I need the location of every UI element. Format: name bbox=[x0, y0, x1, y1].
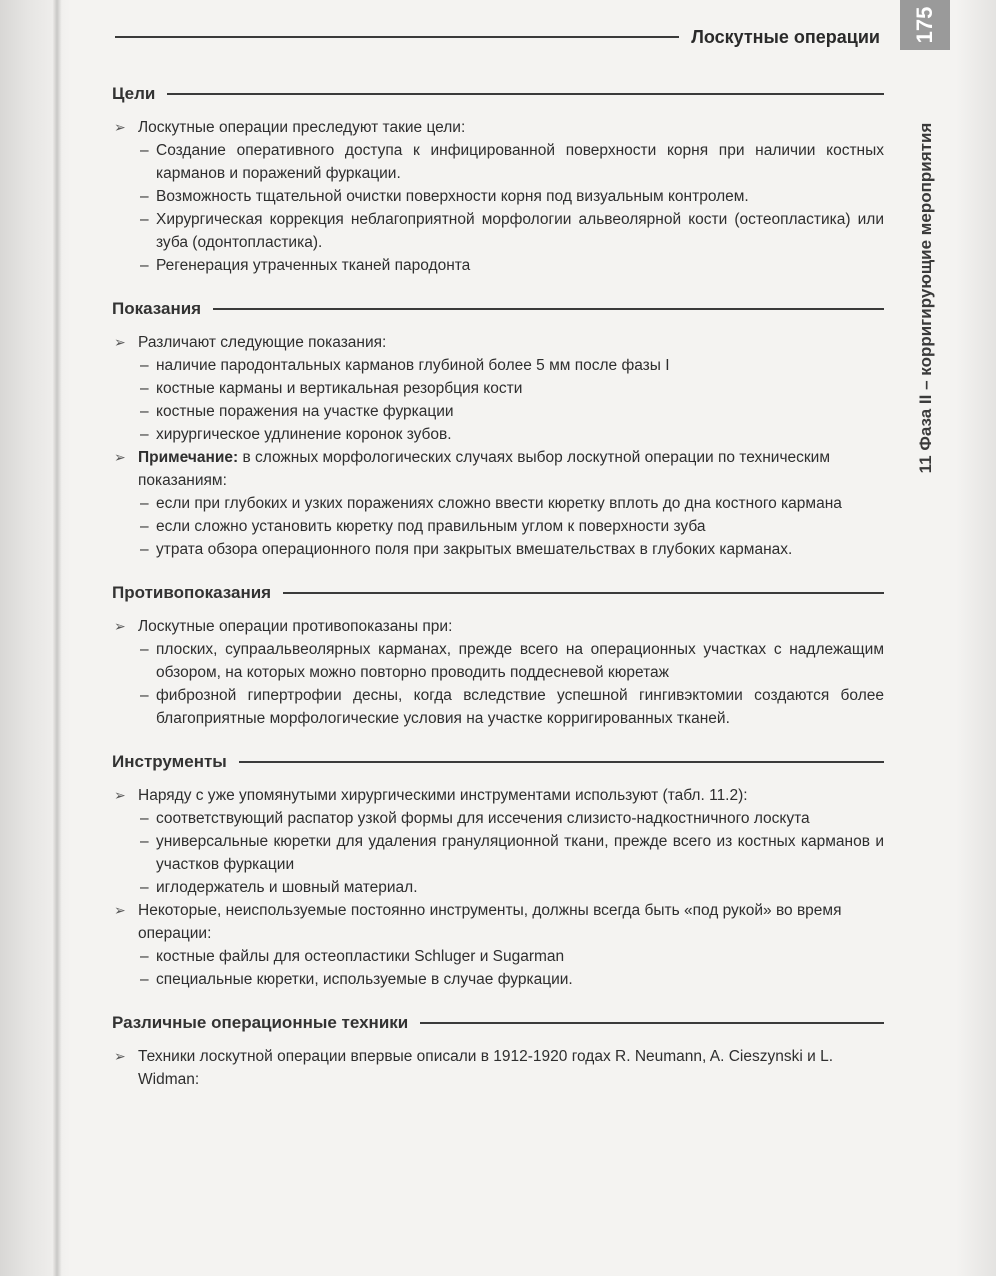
sub-item: – специальные кюретки, используемые в случае фуркации. bbox=[140, 971, 573, 988]
section-rule bbox=[283, 592, 884, 594]
bullet-item bbox=[112, 116, 884, 139]
sub-item: – плоских, супраальвеолярных карманах, прежде всего на операционных участках с надлежащим обзором, на которых можно повторно проводить поддесневой кюретаж bbox=[140, 641, 884, 681]
arrow-bullet-icon: ➢ bbox=[114, 449, 126, 465]
sub-item-text: Хирургическая коррекция неблагоприятной морфологии альвеолярной кости (остеопластика) или зуба (одонтопластика). bbox=[156, 211, 884, 251]
sub-item: – хирургическое удлинение коронок зубов. bbox=[140, 426, 452, 443]
sub-item: – Создание оперативного доступа к инфицированной поверхности корня при наличии костных карманов и поражений фуркации. bbox=[140, 142, 884, 182]
sub-item: – Возможность тщательной очистки поверхности корня под визуальным контролем. bbox=[140, 188, 749, 205]
bullet-text: Лоскутные операции преследуют такие цели: bbox=[138, 119, 466, 136]
arrow-bullet-icon: ➢ bbox=[114, 334, 126, 350]
header-rule bbox=[115, 36, 679, 38]
sub-item: – наличие пародонтальных карманов глубиной более 5 мм после фазы I bbox=[140, 357, 670, 374]
bullet-item bbox=[112, 784, 884, 807]
sub-item-text: костные файлы для остеопластики Schluger и Sugarman bbox=[156, 948, 565, 965]
arrow-bullet-icon: ➢ bbox=[114, 787, 126, 803]
section-heading-label: Различные операционные техники bbox=[112, 1013, 409, 1032]
bullet-text: Лоскутные операции противопоказаны при: bbox=[138, 618, 453, 635]
page-number: 175 bbox=[912, 6, 937, 44]
section-instruments bbox=[112, 748, 884, 991]
bullet-item bbox=[112, 331, 884, 354]
section-rule bbox=[213, 308, 884, 310]
note-text: в сложных морфологических случаях выбор лоскутной операции по техническим показаниям: bbox=[138, 449, 830, 489]
section-indications bbox=[112, 295, 884, 561]
sub-item-text: наличие пародонтальных карманов глубиной более 5 мм после фазы I bbox=[156, 357, 670, 374]
arrow-bullet-icon: ➢ bbox=[114, 902, 126, 918]
arrow-bullet-icon: ➢ bbox=[114, 1048, 126, 1064]
sub-item: – универсальные кюретки для удаления грануляционной ткани, прежде всего из костных карманов и участков фуркации bbox=[140, 833, 884, 873]
sub-item-text: если при глубоких и узких поражениях сложно ввести кюретку вплоть до дна костного кармана bbox=[156, 495, 842, 512]
section-heading bbox=[112, 748, 884, 776]
sub-item: – если при глубоких и узких поражениях сложно ввести кюретку вплоть до дна костного кармана bbox=[140, 495, 842, 512]
bullet-text: Некоторые, неиспользуемые постоянно инструменты, должны всегда быть «под рукой» во время операции: bbox=[138, 902, 842, 942]
sub-item-text: универсальные кюретки для удаления грануляционной ткани, прежде всего из костных карманов и участков фуркации bbox=[156, 833, 884, 873]
section-heading bbox=[112, 80, 884, 108]
bullet-item bbox=[112, 615, 884, 638]
sub-item: – фиброзной гипертрофии десны, когда вследствие успешной гингивэктомии создаются более благоприятные морфологические условия на участке корригированных тканей. bbox=[140, 687, 884, 727]
section-heading-label: Цели bbox=[112, 84, 156, 103]
arrow-bullet-icon: ➢ bbox=[114, 119, 126, 135]
sub-item-text: соответствующий распатор узкой формы для иссечения слизисто-надкостничного лоскута bbox=[156, 810, 810, 827]
bullet-item bbox=[112, 1045, 884, 1091]
section-heading-label: Показания bbox=[112, 299, 202, 318]
page-number-tab bbox=[900, 0, 950, 50]
sub-item: – костные карманы и вертикальная резорбция кости bbox=[140, 380, 523, 397]
note-item bbox=[112, 446, 884, 492]
book-gutter bbox=[52, 0, 62, 1276]
sub-item-text: хирургическое удлинение коронок зубов. bbox=[156, 426, 452, 443]
section-rule bbox=[420, 1022, 884, 1024]
sub-item: – костные файлы для остеопластики Schluger и Sugarman bbox=[140, 948, 565, 965]
sub-item-text: утрата обзора операционного поля при закрытых вмешательствах в глубоких карманах. bbox=[156, 541, 793, 558]
section-rule bbox=[239, 761, 884, 763]
note-label: Примечание: bbox=[138, 449, 239, 466]
page-content bbox=[112, 80, 884, 1109]
sub-item-text: костные поражения на участке фуркации bbox=[156, 403, 454, 420]
section-heading bbox=[112, 579, 884, 607]
section-heading bbox=[112, 295, 884, 323]
bullet-text: Техники лоскутной операции впервые описали в 1912-1920 годах R. Neumann, A. Cieszynski и L. Widman: bbox=[138, 1048, 834, 1088]
section-rule bbox=[167, 93, 884, 95]
section-goals bbox=[112, 80, 884, 277]
section-contraindications bbox=[112, 579, 884, 730]
arrow-bullet-icon: ➢ bbox=[114, 618, 126, 634]
sub-item: – утрата обзора операционного поля при закрытых вмешательствах в глубоких карманах. bbox=[140, 541, 793, 558]
sub-item-text: Регенерация утраченных тканей пародонта bbox=[156, 257, 471, 274]
bullet-text: Различают следующие показания: bbox=[138, 334, 387, 351]
sub-item: – Хирургическая коррекция неблагоприятной морфологии альвеолярной кости (остеопластика) или зуба (одонтопластика). bbox=[140, 211, 884, 251]
section-heading bbox=[112, 1009, 884, 1037]
sub-item-text: если сложно установить кюретку под правильным углом к поверхности зуба bbox=[156, 518, 706, 535]
sub-item-text: Создание оперативного доступа к инфицированной поверхности корня при наличии костных карманов и поражений фуркации. bbox=[156, 142, 884, 182]
header-title: Лоскутные операции bbox=[691, 26, 880, 47]
sub-item-text: Возможность тщательной очистки поверхности корня под визуальным контролем. bbox=[156, 188, 749, 205]
sub-item: – костные поражения на участке фуркации bbox=[140, 403, 454, 420]
page-edge bbox=[956, 0, 996, 1276]
section-heading-label: Противопоказания bbox=[112, 583, 272, 602]
running-header bbox=[115, 22, 880, 52]
sub-item-text: фиброзной гипертрофии десны, когда вследствие успешной гингивэктомии создаются более благоприятные морфологические условия на участке корригированных тканей. bbox=[156, 687, 884, 727]
chapter-side-title bbox=[906, 68, 946, 528]
sub-item: – иглодержатель и шовный материал. bbox=[140, 879, 418, 896]
chapter-side-title-text: 11 Фаза II – корригирующие мероприятия bbox=[916, 122, 935, 474]
sub-item-text: иглодержатель и шовный материал. bbox=[156, 879, 418, 896]
bullet-text: Наряду с уже упомянутыми хирургическими инструментами используют (табл. 11.2): bbox=[138, 787, 748, 804]
section-heading-label: Инструменты bbox=[112, 752, 227, 771]
sub-item-text: костные карманы и вертикальная резорбция кости bbox=[156, 380, 523, 397]
section-techniques bbox=[112, 1009, 884, 1091]
sub-item: – Регенерация утраченных тканей пародонта bbox=[140, 257, 471, 274]
sub-item: – если сложно установить кюретку под правильным углом к поверхности зуба bbox=[140, 518, 706, 535]
bullet-item bbox=[112, 899, 884, 945]
sub-item: – соответствующий распатор узкой формы для иссечения слизисто-надкостничного лоскута bbox=[140, 810, 810, 827]
sub-item-text: специальные кюретки, используемые в случае фуркации. bbox=[156, 971, 573, 988]
sub-item-text: плоских, супраальвеолярных карманах, прежде всего на операционных участках с надлежащим обзором, на которых можно повторно проводить поддесневой кюретаж bbox=[156, 641, 884, 681]
